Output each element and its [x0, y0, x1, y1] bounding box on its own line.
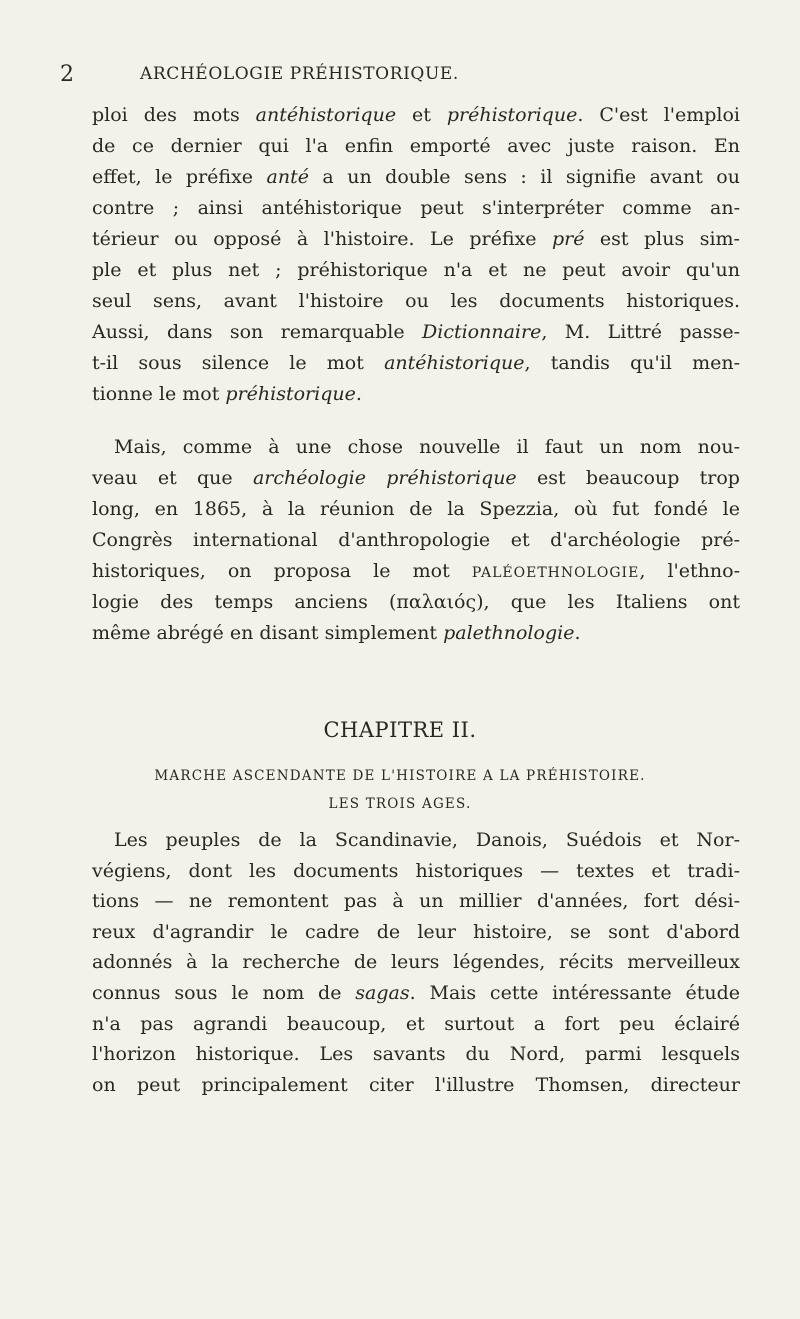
text-line: on peut principalement citer l'illustre Thomsen, directeur: [92, 1073, 740, 1096]
text-line: seul sens, avant l'histoire ou les documents historiques.: [92, 290, 740, 312]
text-line: Mais, comme à une chose nouvelle il faut un nom nou-: [114, 436, 740, 458]
running-title: ARCHÉOLOGIE PRÉHISTORIQUE.: [140, 64, 459, 84]
text-line: n'a pas agrandi beaucoup, et surtout a fort peu éclairé: [92, 1012, 740, 1035]
text-line: Aussi, dans son remarquable Dictionnaire, M. Littré passe-: [92, 321, 740, 343]
text-line: adonnés à la recherche de leurs légendes, récits merveilleux: [92, 951, 740, 974]
text-line: l'horizon historique. Les savants du Nord, parmi lesquels: [92, 1043, 740, 1066]
text-line: historiques, on proposa le mot PALÉOETHNOLOGIE, l'ethno-: [92, 560, 740, 582]
text-line: long, en 1865, à la réunion de la Spezzia, où fut fondé le: [92, 498, 740, 520]
chapter-subtitle-2: LES TROIS AGES.: [328, 796, 472, 812]
paragraph-2: [92, 432, 740, 649]
paragraph-3: [92, 825, 740, 1100]
text-line: reux d'agrandir le cadre de leur histoire, se sont d'abord: [92, 920, 740, 943]
text-line: veau et que archéologie préhistorique est beaucoup trop: [92, 467, 740, 489]
text-line: tionne le mot préhistorique.: [92, 383, 362, 405]
text-line: contre ; ainsi antéhistorique peut s'interpréter comme an-: [92, 197, 740, 219]
page-number: 2: [60, 62, 74, 87]
text-line: Congrès international d'anthropologie et d'archéologie pré-: [92, 529, 740, 551]
text-line: de ce dernier qui l'a enfin emporté avec juste raison. En: [92, 135, 740, 157]
text-line: même abrégé en disant simplement palethnologie.: [92, 622, 581, 644]
text-line: térieur ou opposé à l'histoire. Le préfixe pré est plus sim-: [92, 228, 740, 250]
text-line: ploi des mots antéhistorique et préhistorique. C'est l'emploi: [92, 104, 741, 126]
text-line: effet, le préfixe anté a un double sens : il signifie avant ou: [92, 166, 740, 188]
chapter-subtitle: MARCHE ASCENDANTE DE L'HISTOIRE A LA PRÉHISTOIRE.: [154, 768, 646, 784]
text-line: logie des temps anciens (παλαιός), que les Italiens ont: [92, 591, 740, 613]
running-header: [60, 58, 760, 88]
text-line: tions — ne remontent pas à un millier d'années, fort dési-: [92, 890, 740, 913]
chapter-title: CHAPITRE II.: [323, 718, 477, 742]
paragraph-1: [92, 100, 740, 410]
text-line: t-il sous silence le mot antéhistorique, tandis qu'il men-: [92, 352, 740, 374]
text-line: ple et plus net ; préhistorique n'a et ne peut avoir qu'un: [92, 259, 740, 281]
text-line: Les peuples de la Scandinavie, Danois, Suédois et Nor-: [114, 829, 740, 851]
text-line: connus sous le nom de sagas. Mais cette intéressante étude: [92, 981, 740, 1004]
text-line: végiens, dont les documents historiques — textes et tradi-: [92, 859, 740, 882]
